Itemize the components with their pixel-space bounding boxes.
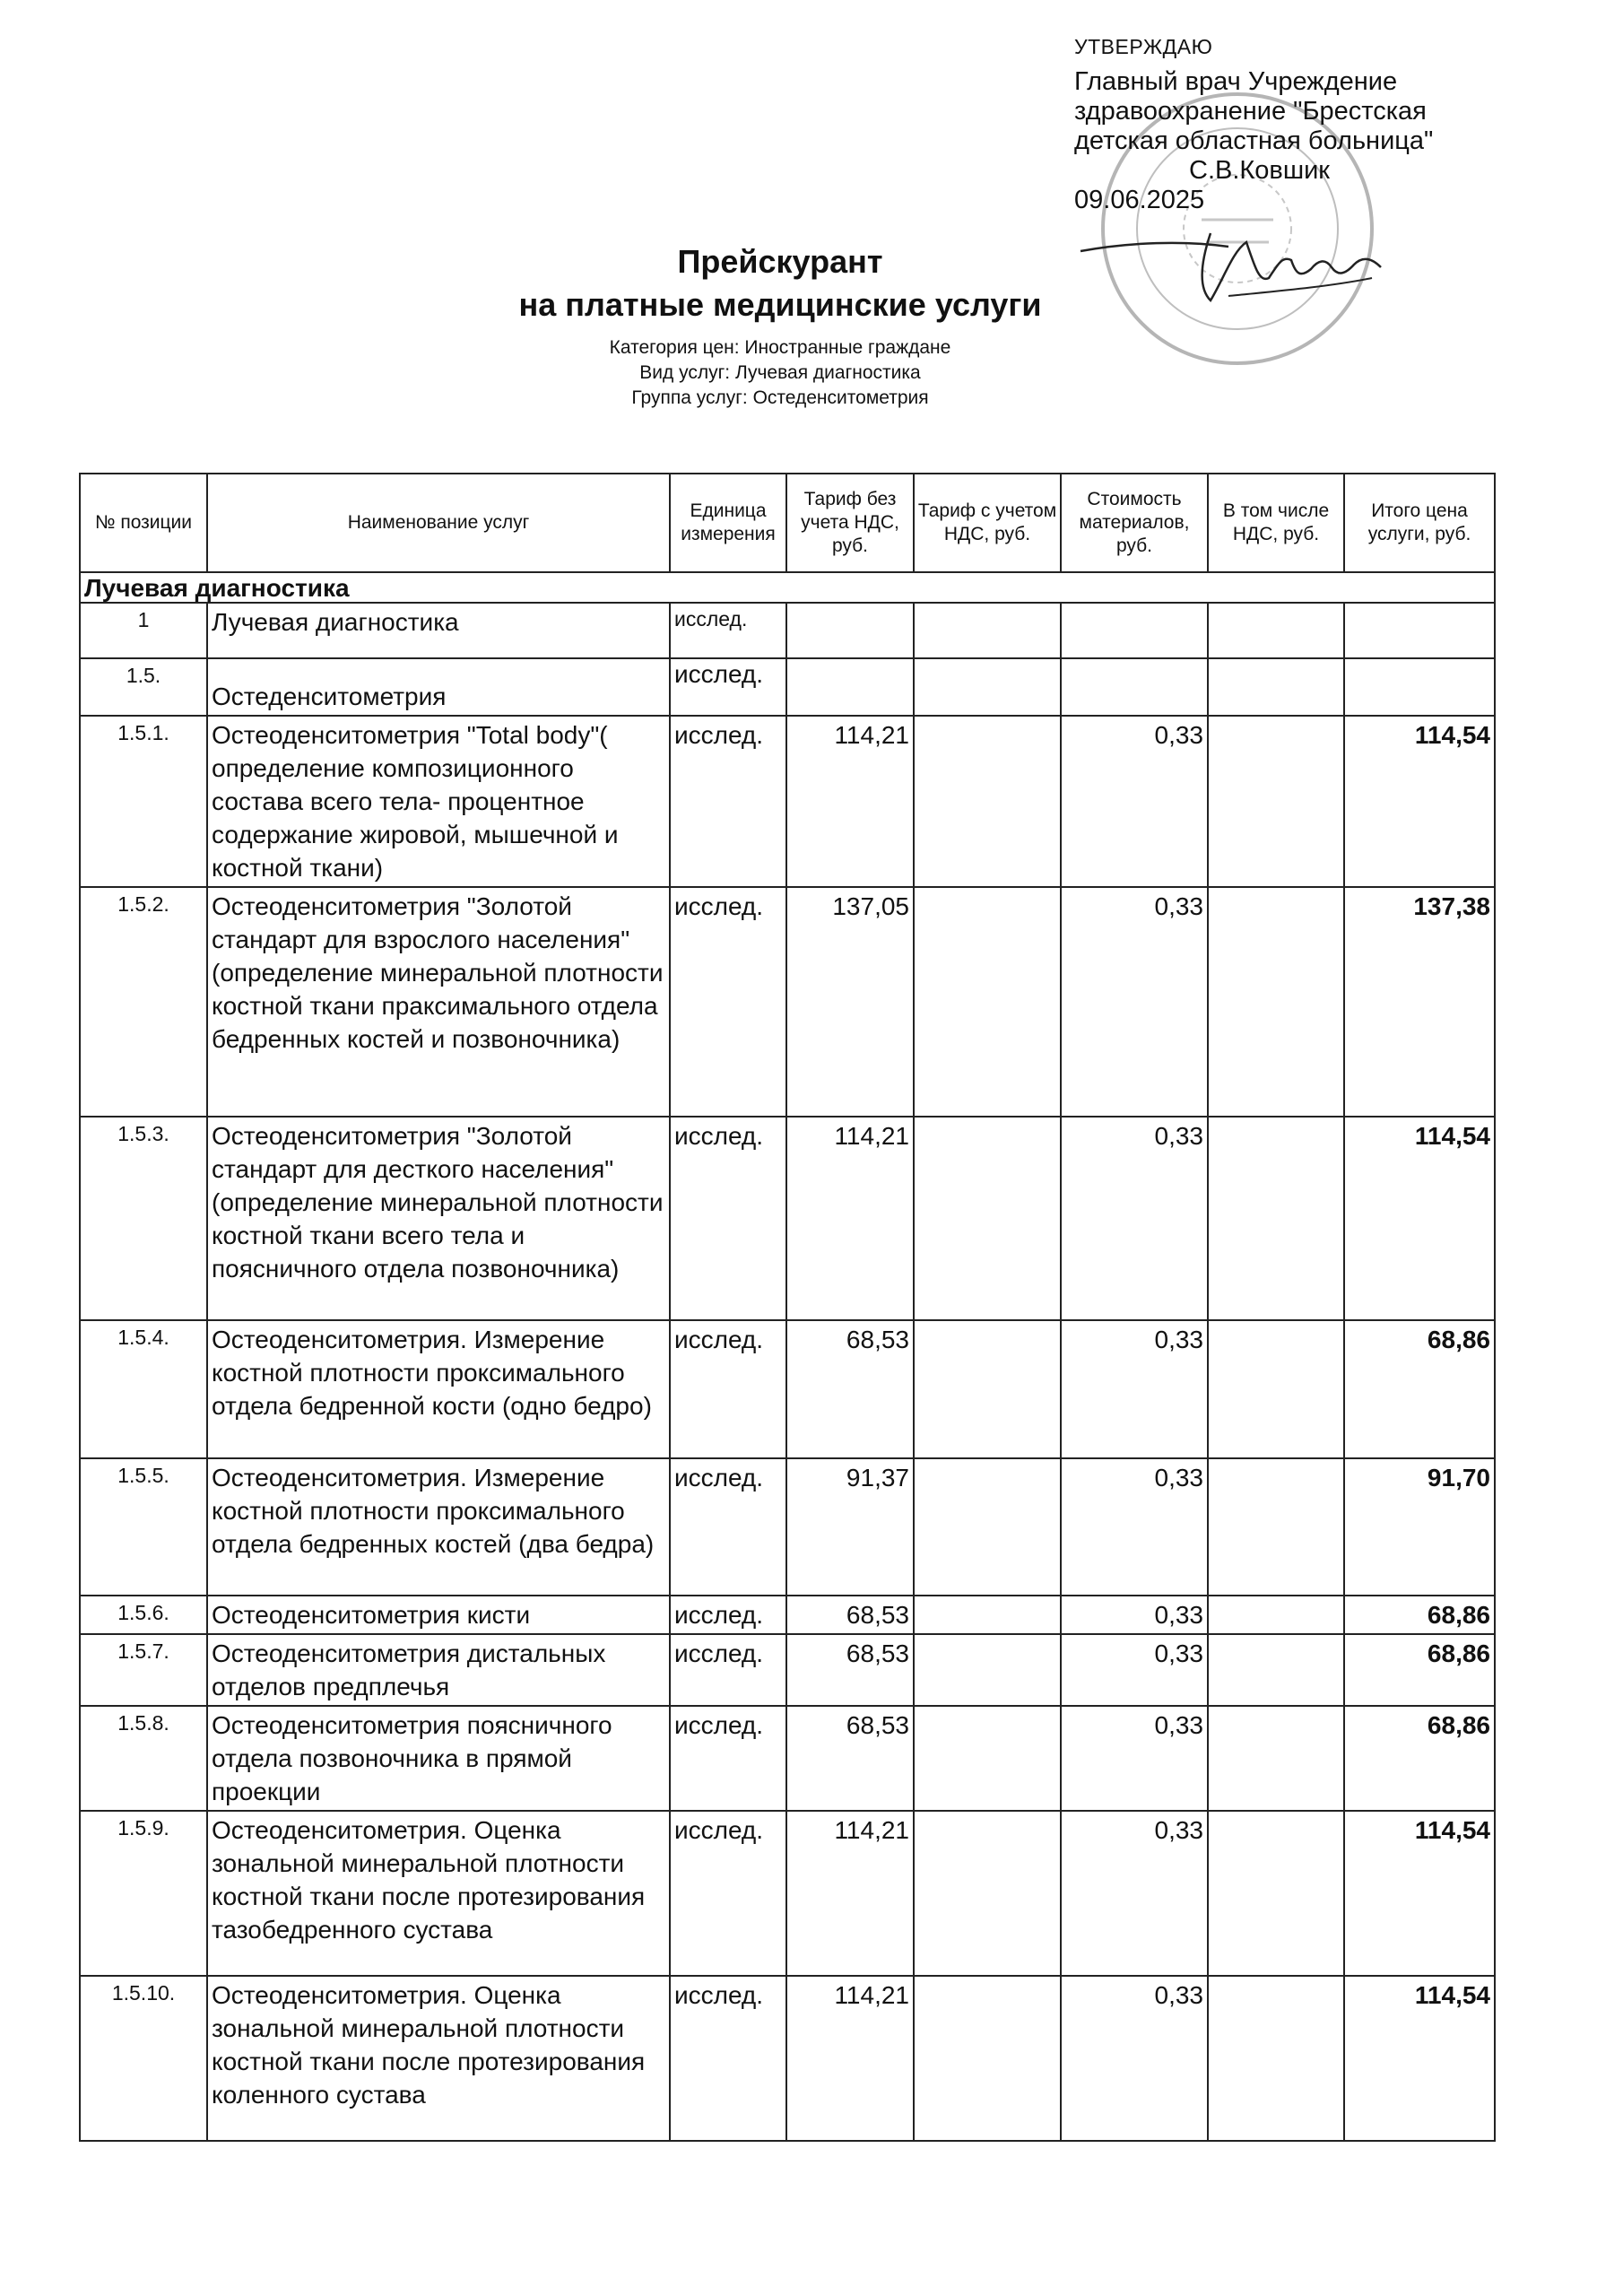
group-row <box>80 658 1495 716</box>
service-type: Вид услуг: Лучевая диагностика <box>639 362 921 383</box>
position-cell: 1 <box>80 603 207 658</box>
column-header: В том числе НДС, руб. <box>1208 474 1344 572</box>
service-row <box>80 1634 1495 1706</box>
unit-cell: исслед. <box>670 1117 786 1320</box>
service-name-cell: Остеоденситометрия кисти <box>207 1596 670 1634</box>
total-price-cell: 68,86 <box>1344 1320 1495 1458</box>
column-header: Итого цена услуги, руб. <box>1344 474 1495 572</box>
unit-cell: исслед. <box>670 1634 786 1706</box>
empty-cell <box>1208 658 1344 716</box>
service-row <box>80 1976 1495 2141</box>
materials-cost-cell: 0,33 <box>1061 1634 1208 1706</box>
vat-cell <box>1208 716 1344 887</box>
empty-cell <box>1061 658 1208 716</box>
tariff-vat-cell <box>914 1117 1061 1320</box>
position-cell: 1.5.5. <box>80 1458 207 1596</box>
approve-label: УТВЕРЖДАЮ <box>1074 35 1213 58</box>
vat-cell <box>1208 1811 1344 1976</box>
materials-cost-cell: 0,33 <box>1061 1596 1208 1634</box>
service-row <box>80 1811 1495 1976</box>
service-name-cell: Остеоденситометрия. Измерение костной плотности проксимального отдела бедренных костей (два бедра) <box>207 1458 670 1596</box>
tariff-cell: 137,05 <box>786 887 914 1117</box>
position-cell: 1.5.3. <box>80 1117 207 1320</box>
tariff-cell: 68,53 <box>786 1320 914 1458</box>
tariff-vat-cell <box>914 1320 1061 1458</box>
unit-cell: исслед. <box>670 1320 786 1458</box>
column-header: Тариф с учетом НДС, руб. <box>914 474 1061 572</box>
service-row <box>80 1320 1495 1458</box>
tariff-vat-cell <box>914 1976 1061 2141</box>
vat-cell <box>1208 887 1344 1117</box>
service-name-cell: Остеоденситометрия. Оценка зональной минеральной плотности костной ткани после протезирования коленного сустава <box>207 1976 670 2141</box>
service-group: Группа услуг: Остеденситометрия <box>631 387 929 408</box>
total-price-cell: 114,54 <box>1344 1976 1495 2141</box>
empty-cell <box>1344 658 1495 716</box>
position-cell: 1.5. <box>80 658 207 716</box>
service-row <box>80 887 1495 1117</box>
service-name-cell: Остеоденситометрия "Золотой стандарт для взрослого населения" (определение минеральной плотности костной ткани праксимального отдела бедренных костей и позвоночника) <box>207 887 670 1117</box>
position-cell: 1.5.7. <box>80 1634 207 1706</box>
position-cell: 1.5.2. <box>80 887 207 1117</box>
section-row <box>80 572 1495 603</box>
position-cell: 1.5.4. <box>80 1320 207 1458</box>
approval-block <box>1074 32 1541 215</box>
materials-cost-cell: 0,33 <box>1061 1117 1208 1320</box>
tariff-vat-cell <box>914 1458 1061 1596</box>
unit-cell: исслед. <box>670 658 786 716</box>
tariff-cell: 114,21 <box>786 716 914 887</box>
vat-cell <box>1208 1596 1344 1634</box>
unit-cell: исслед. <box>670 716 786 887</box>
service-row <box>80 1117 1495 1320</box>
empty-cell <box>786 603 914 658</box>
tariff-vat-cell <box>914 887 1061 1117</box>
service-row <box>80 1596 1495 1634</box>
materials-cost-cell: 0,33 <box>1061 1458 1208 1596</box>
title-block <box>0 240 1560 411</box>
position-cell: 1.5.9. <box>80 1811 207 1976</box>
tariff-vat-cell <box>914 1634 1061 1706</box>
unit-cell: исслед. <box>670 1976 786 2141</box>
section-title: Лучевая диагностика <box>80 572 1495 603</box>
total-price-cell: 68,86 <box>1344 1596 1495 1634</box>
materials-cost-cell: 0,33 <box>1061 1706 1208 1811</box>
service-name-cell: Остеденситометрия <box>207 658 670 716</box>
unit-cell: исслед. <box>670 1596 786 1634</box>
service-name-cell: Остеоденситометрия поясничного отдела позвоночника в прямой проекции <box>207 1706 670 1811</box>
service-row <box>80 716 1495 887</box>
column-header: № позиции <box>80 474 207 572</box>
column-header: Единица измерения <box>670 474 786 572</box>
position-cell: 1.5.6. <box>80 1596 207 1634</box>
column-header: Стоимость материалов, руб. <box>1061 474 1208 572</box>
unit-cell: исслед. <box>670 603 786 658</box>
tariff-cell: 68,53 <box>786 1706 914 1811</box>
service-name-cell: Остеоденситометрия дистальных отделов предплечья <box>207 1634 670 1706</box>
price-category: Категория цен: Иностранные граждане <box>609 337 951 358</box>
tariff-vat-cell <box>914 1706 1061 1811</box>
vat-cell <box>1208 1976 1344 2141</box>
position-cell: 1.5.8. <box>80 1706 207 1811</box>
column-header: Тариф без учета НДС, руб. <box>786 474 914 572</box>
unit-cell: исслед. <box>670 1458 786 1596</box>
materials-cost-cell: 0,33 <box>1061 887 1208 1117</box>
tariff-cell: 91,37 <box>786 1458 914 1596</box>
price-table <box>79 473 1496 2142</box>
document-subtitle: на платные медицинские услуги <box>518 286 1042 323</box>
total-price-cell: 68,86 <box>1344 1706 1495 1811</box>
total-price-cell: 114,54 <box>1344 1117 1495 1320</box>
tariff-cell: 114,21 <box>786 1976 914 2141</box>
position-cell: 1.5.10. <box>80 1976 207 2141</box>
empty-cell <box>786 658 914 716</box>
empty-cell <box>914 603 1061 658</box>
materials-cost-cell: 0,33 <box>1061 1320 1208 1458</box>
materials-cost-cell: 0,33 <box>1061 1811 1208 1976</box>
total-price-cell: 91,70 <box>1344 1458 1495 1596</box>
total-price-cell: 68,86 <box>1344 1634 1495 1706</box>
tariff-cell: 68,53 <box>786 1596 914 1634</box>
vat-cell <box>1208 1320 1344 1458</box>
total-price-cell: 114,54 <box>1344 1811 1495 1976</box>
approver-position-line: здравоохранение "Брестская <box>1074 97 1427 126</box>
table-header-row <box>80 474 1495 572</box>
unit-cell: исслед. <box>670 1811 786 1976</box>
approval-date: 09.06.2025 <box>1074 186 1205 214</box>
service-name-cell: Лучевая диагностика <box>207 603 670 658</box>
service-row <box>80 1706 1495 1811</box>
tariff-cell: 68,53 <box>786 1634 914 1706</box>
service-name-cell: Остеоденситометрия. Измерение костной плотности проксимального отдела бедренной кости (одно бедро) <box>207 1320 670 1458</box>
vat-cell <box>1208 1706 1344 1811</box>
tariff-cell: 114,21 <box>786 1117 914 1320</box>
empty-cell <box>1208 603 1344 658</box>
service-row <box>80 1458 1495 1596</box>
tariff-cell: 114,21 <box>786 1811 914 1976</box>
materials-cost-cell: 0,33 <box>1061 716 1208 887</box>
tariff-vat-cell <box>914 1811 1061 1976</box>
group-row <box>80 603 1495 658</box>
tariff-vat-cell <box>914 716 1061 887</box>
service-name-cell: Остеоденситометрия. Оценка зональной минеральной плотности костной ткани после протезирования тазобедренного сустава <box>207 1811 670 1976</box>
document-title: Прейскурант <box>677 243 883 280</box>
vat-cell <box>1208 1117 1344 1320</box>
approver-name: С.В.Ковшик <box>1189 156 1330 185</box>
position-cell: 1.5.1. <box>80 716 207 887</box>
unit-cell: исслед. <box>670 1706 786 1811</box>
total-price-cell: 114,54 <box>1344 716 1495 887</box>
empty-cell <box>1344 603 1495 658</box>
tariff-vat-cell <box>914 1596 1061 1634</box>
approver-position-line: Главный врач Учреждение <box>1074 67 1398 96</box>
service-name-cell: Остеоденситометрия "Total body"( определение композиционного состава всего тела- процентное содержание жировой, мышечной и костной ткани) <box>207 716 670 887</box>
service-name-cell: Остеоденситометрия "Золотой стандарт для десткого населения" (определение минеральной плотности костной ткани всего тела и поясничного отдела позвоночника) <box>207 1117 670 1320</box>
unit-cell: исслед. <box>670 887 786 1117</box>
column-header: Наименование услуг <box>207 474 670 572</box>
total-price-cell: 137,38 <box>1344 887 1495 1117</box>
empty-cell <box>1061 603 1208 658</box>
vat-cell <box>1208 1634 1344 1706</box>
approver-position-line: детская областная больница" <box>1074 126 1434 155</box>
empty-cell <box>914 658 1061 716</box>
vat-cell <box>1208 1458 1344 1596</box>
materials-cost-cell: 0,33 <box>1061 1976 1208 2141</box>
